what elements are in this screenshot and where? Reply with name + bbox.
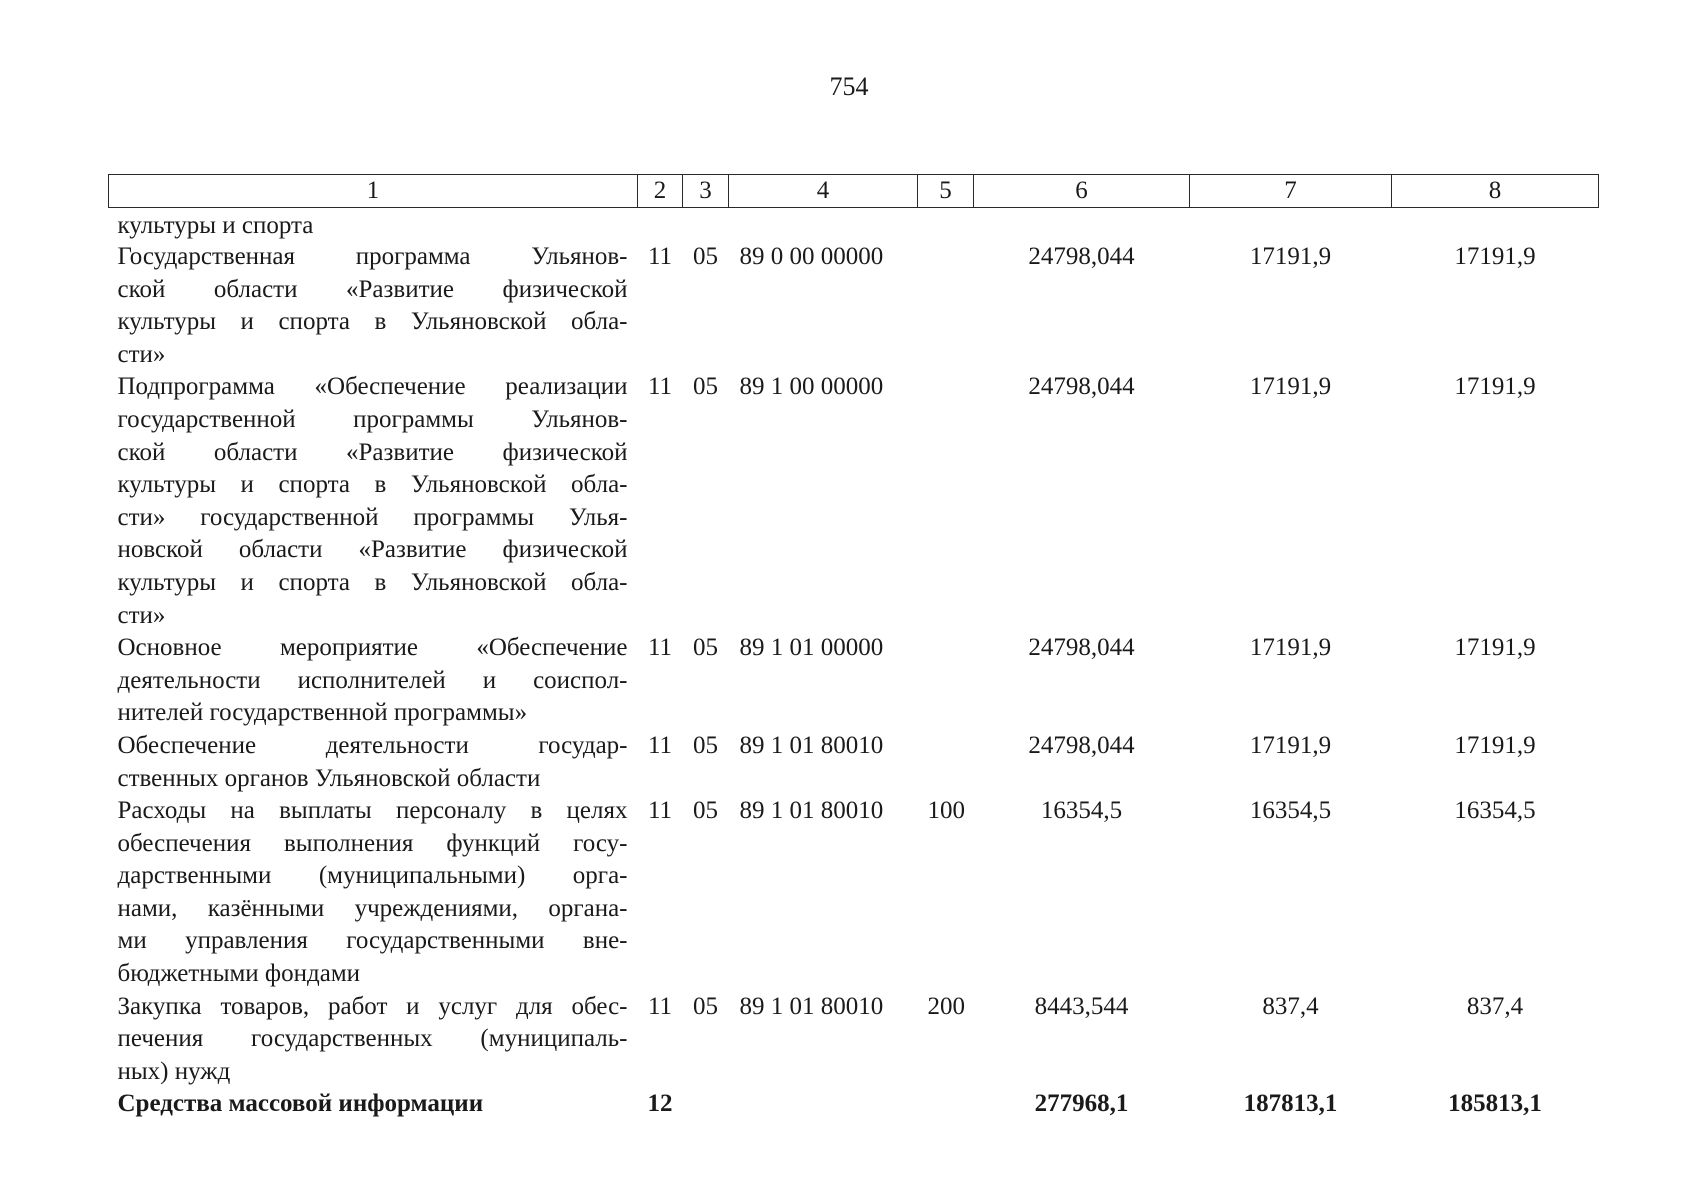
column-header-7: 7: [1190, 175, 1392, 208]
row-name-line: Государственная программа Ульянов-: [117, 243, 628, 270]
amount-year2-cell: [1190, 208, 1392, 242]
section-code-cell: [638, 208, 683, 242]
amount-year1-cell: 8443,544: [1034, 992, 1129, 1020]
row-name-line: нами, казёнными учреждениями, органа-: [117, 894, 628, 922]
amount-year1-cell: 24798,044: [1028, 373, 1135, 401]
row-name-line: ми управления государственными вне-: [117, 927, 628, 955]
target-article-cell: 89 1 01 80010: [739, 731, 884, 759]
section-code-cell: 12: [647, 1090, 673, 1118]
row-name-line: дарственными (муниципальными) орга-: [117, 862, 628, 890]
subsection-code-cell: 05: [693, 634, 718, 662]
amount-year2-cell: 17191,9: [1249, 731, 1332, 759]
column-header-5: 5: [918, 175, 974, 208]
row-name-line: сти» государственной программы Улья-: [117, 503, 628, 531]
row-name-line: новской области «Развитие физической: [117, 536, 628, 564]
row-name-line: Расходы на выплаты персоналу в целях: [117, 797, 628, 825]
row-name-line: Закупка товаров, работ и услуг для обес-: [117, 992, 628, 1020]
section-code-cell: 11: [647, 373, 673, 401]
expense-type-cell: [918, 208, 974, 242]
row-name-cell: [109, 795, 638, 991]
row-name-line: сти»: [117, 340, 166, 368]
row-name-cell: [109, 632, 638, 730]
column-header-6: 6: [974, 175, 1190, 208]
amount-year3-cell: 17191,9: [1454, 243, 1536, 270]
row-name-cell: [109, 371, 638, 632]
row-name-line: печения государственных (муниципаль-: [117, 1025, 628, 1053]
amount-year1-cell: 277968,1: [1034, 1090, 1129, 1118]
expense-type-cell: 100: [927, 797, 965, 825]
section-code-cell: 11: [647, 634, 673, 662]
row-name-line: ных) нужд: [117, 1057, 231, 1085]
row-name-cell: [109, 1088, 638, 1121]
amount-year1-cell: 24798,044: [1028, 731, 1135, 759]
table-row: [109, 991, 1599, 1089]
row-name-cell: [109, 730, 638, 795]
section-code-cell: 11: [647, 243, 673, 270]
row-name-line: ской области «Развитие физической: [117, 275, 628, 303]
row-name-line: сти»: [117, 601, 166, 629]
amount-year3-cell: [1392, 208, 1599, 242]
table-row: [109, 730, 1599, 795]
column-header-4: 4: [729, 175, 918, 208]
row-name-line: нителей государственной программы»: [117, 699, 528, 727]
expense-type-cell: [918, 730, 974, 795]
table-row: [109, 241, 1599, 371]
amount-year2-cell: 837,4: [1262, 992, 1319, 1020]
amount-year3-cell: 17191,9: [1454, 731, 1536, 759]
amount-year2-cell: 16354,5: [1249, 797, 1332, 825]
expense-type-cell: [918, 1088, 974, 1121]
row-name-line: культуры и спорта в Ульяновской обла-: [117, 568, 628, 596]
expense-type-cell: 200: [927, 992, 965, 1020]
row-name-line: Обеспечение деятельности государ-: [117, 731, 628, 759]
amount-year2-cell: 187813,1: [1243, 1090, 1338, 1118]
row-name-line: Средства массовой информации: [117, 1090, 484, 1118]
column-header-1: 1: [109, 175, 638, 208]
row-name-line: ственных органов Ульяновской области: [117, 764, 541, 792]
section-code-cell: 11: [647, 731, 673, 759]
amount-year2-cell: 17191,9: [1249, 373, 1332, 401]
row-name-cell: [109, 208, 638, 242]
row-name-line: ской области «Развитие физической: [117, 438, 628, 466]
amount-year3-cell: 837,4: [1466, 992, 1524, 1020]
column-number-header-row: [109, 175, 1599, 208]
subsection-code-cell: 05: [693, 797, 718, 825]
row-name-line: культуры и спорта в Ульяновской обла-: [117, 471, 628, 499]
row-name-line: бюджетными фондами: [117, 960, 361, 988]
row-name-line: Основное мероприятие «Обеспечение: [117, 634, 628, 662]
amount-year3-cell: 17191,9: [1454, 373, 1536, 401]
table-row: [109, 208, 1599, 242]
target-article-cell: 89 0 00 00000: [739, 243, 884, 270]
amount-year1-cell: 24798,044: [1028, 243, 1135, 270]
subsection-code-cell: 05: [693, 992, 718, 1020]
amount-year3-cell: 16354,5: [1454, 797, 1536, 825]
amount-year3-cell: 185813,1: [1448, 1090, 1542, 1118]
section-code-cell: 11: [647, 992, 673, 1020]
row-name-line: деятельности исполнителей и соиспол-: [117, 666, 628, 694]
column-header-2: 2: [638, 175, 683, 208]
page-number: 754: [829, 72, 869, 101]
row-name-line: культуры и спорта: [117, 212, 314, 239]
row-name-line: культуры и спорта в Ульяновской обла-: [117, 308, 628, 336]
amount-year2-cell: 17191,9: [1249, 634, 1332, 662]
target-article-cell: 89 1 01 80010: [739, 992, 884, 1020]
expense-type-cell: [918, 632, 974, 730]
expense-type-cell: [918, 241, 974, 371]
subsection-code-cell: 05: [693, 731, 718, 759]
amount-year2-cell: 17191,9: [1249, 243, 1332, 270]
target-article-cell: 89 1 01 80010: [739, 797, 884, 825]
table-row: [109, 795, 1599, 991]
target-article-cell: 89 1 01 00000: [739, 634, 884, 662]
table-row: [109, 1088, 1599, 1121]
target-article-cell: 89 1 00 00000: [739, 373, 884, 401]
budget-table: [108, 174, 1599, 1121]
column-header-3: 3: [683, 175, 729, 208]
amount-year3-cell: 17191,9: [1454, 634, 1536, 662]
table-row: [109, 371, 1599, 632]
row-name-cell: [109, 241, 638, 371]
subsection-code-cell: 05: [693, 243, 718, 270]
target-article-cell: [729, 208, 918, 242]
amount-year1-cell: 24798,044: [1028, 634, 1135, 662]
row-name-line: Подпрограмма «Обеспечение реализации: [117, 373, 628, 401]
table-row: [109, 632, 1599, 730]
expense-type-cell: [918, 371, 974, 632]
row-name-line: государственной программы Ульянов-: [117, 405, 628, 433]
subsection-code-cell: [683, 208, 729, 242]
row-name-cell: [109, 991, 638, 1089]
subsection-code-cell: [683, 1088, 729, 1121]
amount-year1-cell: [974, 208, 1190, 242]
subsection-code-cell: 05: [693, 373, 718, 401]
amount-year1-cell: 16354,5: [1040, 797, 1123, 825]
section-code-cell: 11: [647, 797, 673, 825]
row-name-line: обеспечения выполнения функций госу-: [117, 829, 628, 857]
target-article-cell: [729, 1088, 918, 1121]
column-header-8: 8: [1392, 175, 1599, 208]
